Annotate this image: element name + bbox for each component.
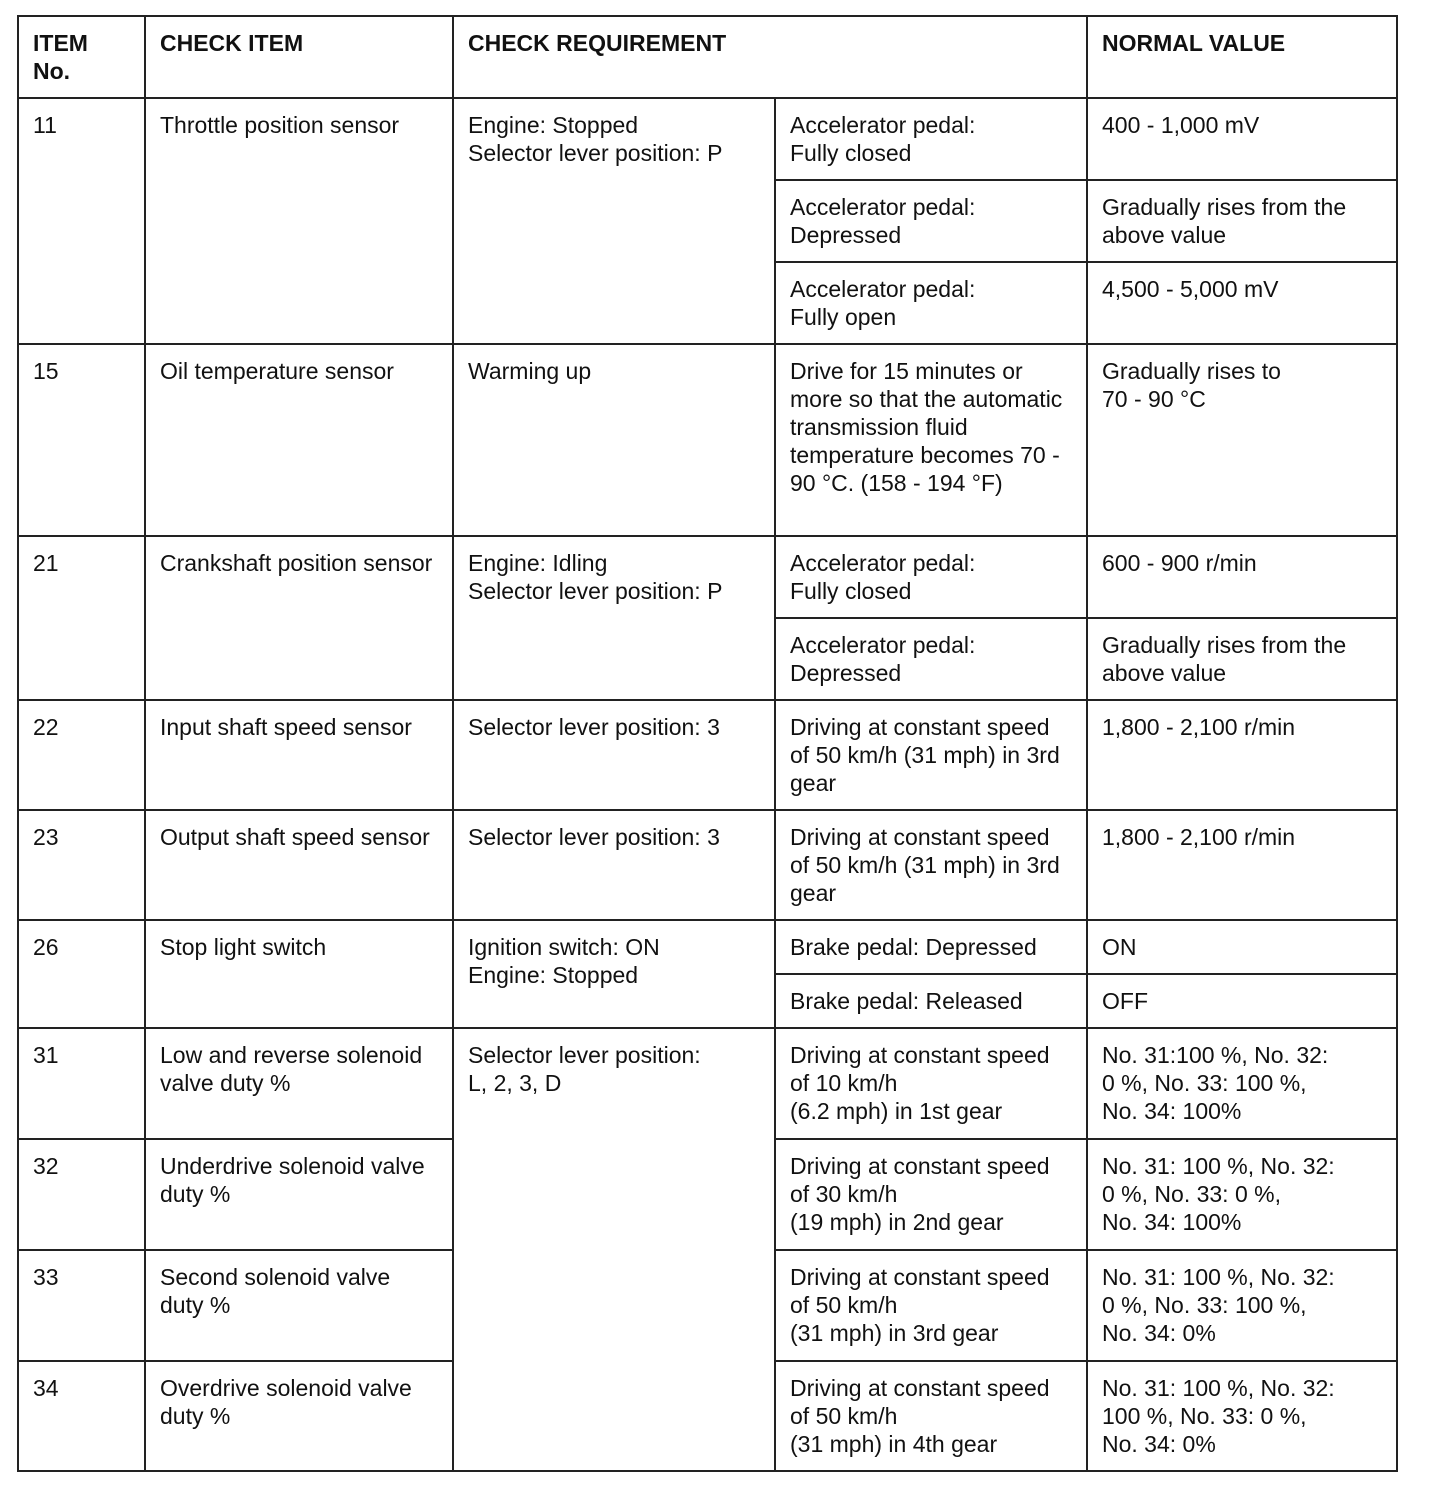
check-item: Input shaft speed sensor [145, 700, 453, 810]
check-condition: Driving at constant speed of 30 km/h (19 mph) in 2nd gear [775, 1139, 1087, 1250]
check-condition: Drive for 15 minutes or more so that the automatic transmission fluid temperature becomes 70 - 90 °C. (158 - 194 °F) [775, 344, 1087, 536]
normal-value: No. 31: 100 %, No. 32: 0 %, No. 33: 100 %, No. 34: 0% [1087, 1250, 1397, 1361]
item-number: 11 [18, 98, 145, 344]
table-row [18, 700, 1397, 810]
check-item: Stop light switch [145, 920, 453, 1028]
check-requirement: Selector lever position: L, 2, 3, D [453, 1028, 775, 1471]
table-row [18, 344, 1397, 536]
item-number: 34 [18, 1361, 145, 1471]
check-requirement: Selector lever position: 3 [453, 700, 775, 810]
normal-value: Gradually rises to 70 - 90 °C [1087, 344, 1397, 536]
check-condition: Accelerator pedal: Fully closed [775, 536, 1087, 618]
table-row [18, 810, 1397, 920]
check-item: Low and reverse solenoid valve duty % [145, 1028, 453, 1139]
item-number: 31 [18, 1028, 145, 1139]
check-condition: Driving at constant speed of 50 km/h (31 mph) in 3rd gear [775, 810, 1087, 920]
normal-value: 4,500 - 5,000 mV [1087, 262, 1397, 344]
table-row [18, 98, 1397, 180]
check-condition: Brake pedal: Depressed [775, 920, 1087, 974]
normal-value: Gradually rises from the above value [1087, 618, 1397, 700]
item-number: 26 [18, 920, 145, 1028]
normal-value: Gradually rises from the above value [1087, 180, 1397, 262]
header-check-requirement: CHECK REQUIREMENT [453, 16, 1087, 98]
normal-value: No. 31: 100 %, No. 32: 100 %, No. 33: 0 %, No. 34: 0% [1087, 1361, 1397, 1471]
check-item: Oil temperature sensor [145, 344, 453, 536]
header-item-no: ITEM No. [18, 16, 145, 98]
check-condition: Accelerator pedal: Depressed [775, 180, 1087, 262]
header-check-item: CHECK ITEM [145, 16, 453, 98]
check-requirement: Selector lever position: 3 [453, 810, 775, 920]
check-condition: Driving at constant speed of 50 km/h (31 mph) in 4th gear [775, 1361, 1087, 1471]
normal-value: No. 31: 100 %, No. 32: 0 %, No. 33: 0 %, No. 34: 100% [1087, 1139, 1397, 1250]
table-row [18, 920, 1397, 974]
normal-value: 400 - 1,000 mV [1087, 98, 1397, 180]
check-requirement: Ignition switch: ON Engine: Stopped [453, 920, 775, 1028]
normal-value: ON [1087, 920, 1397, 974]
normal-value: 600 - 900 r/min [1087, 536, 1397, 618]
normal-value: OFF [1087, 974, 1397, 1028]
check-item: Overdrive solenoid valve duty % [145, 1361, 453, 1471]
check-condition: Accelerator pedal: Depressed [775, 618, 1087, 700]
normal-value: No. 31:100 %, No. 32: 0 %, No. 33: 100 %, No. 34: 100% [1087, 1028, 1397, 1139]
check-item: Output shaft speed sensor [145, 810, 453, 920]
normal-value: 1,800 - 2,100 r/min [1087, 810, 1397, 920]
table-row [18, 1028, 1397, 1139]
item-number: 23 [18, 810, 145, 920]
check-table [17, 15, 1398, 1472]
check-condition: Driving at constant speed of 10 km/h (6.2 mph) in 1st gear [775, 1028, 1087, 1139]
header-normal-value: NORMAL VALUE [1087, 16, 1397, 98]
normal-value: 1,800 - 2,100 r/min [1087, 700, 1397, 810]
check-condition: Driving at constant speed of 50 km/h (31 mph) in 3rd gear [775, 700, 1087, 810]
item-number: 22 [18, 700, 145, 810]
check-requirement: Warming up [453, 344, 775, 536]
check-item: Throttle position sensor [145, 98, 453, 344]
table-row [18, 536, 1397, 618]
check-requirement: Engine: Idling Selector lever position: P [453, 536, 775, 700]
item-number: 15 [18, 344, 145, 536]
check-item: Second solenoid valve duty % [145, 1250, 453, 1361]
check-item: Underdrive solenoid valve duty % [145, 1139, 453, 1250]
item-number: 33 [18, 1250, 145, 1361]
item-number: 21 [18, 536, 145, 700]
check-condition: Accelerator pedal: Fully open [775, 262, 1087, 344]
check-item: Crankshaft position sensor [145, 536, 453, 700]
header-row [18, 16, 1397, 98]
check-condition: Accelerator pedal: Fully closed [775, 98, 1087, 180]
check-condition: Brake pedal: Released [775, 974, 1087, 1028]
check-condition: Driving at constant speed of 50 km/h (31 mph) in 3rd gear [775, 1250, 1087, 1361]
item-number: 32 [18, 1139, 145, 1250]
check-requirement: Engine: Stopped Selector lever position: P [453, 98, 775, 344]
